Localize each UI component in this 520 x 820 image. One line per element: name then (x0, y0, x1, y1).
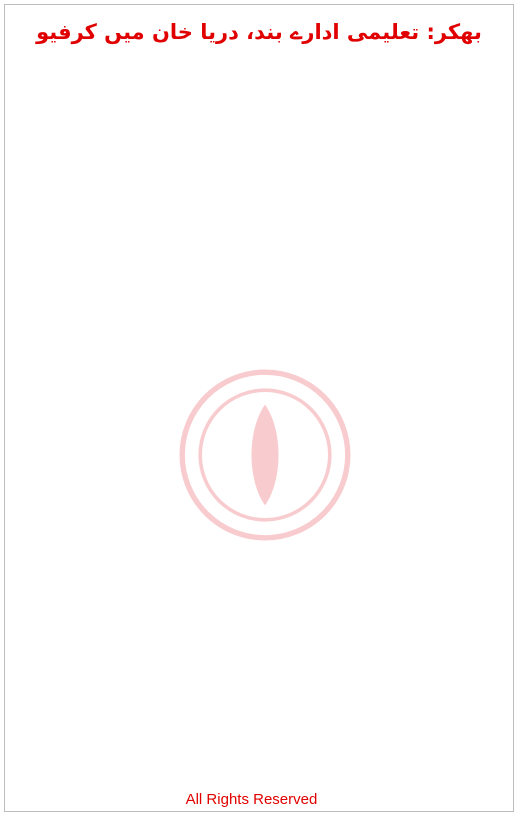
body-line-17 (19, 506, 499, 534)
article-frame (4, 4, 514, 812)
body-line-26 (19, 756, 499, 784)
body-line-12 (19, 367, 499, 395)
article-body (19, 61, 499, 784)
body-line-5 (19, 172, 499, 200)
body-line-20 (19, 589, 499, 617)
body-line-1 (19, 61, 499, 89)
body-line-24 (19, 700, 499, 728)
all-rights-reserved-text: All Rights Reserved (185, 791, 318, 808)
headline: بھکر: تعلیمی ادارے بند، دریا خان میں کرفیو (36, 20, 482, 44)
body-line-7 (19, 228, 499, 256)
body-line-14 (19, 422, 499, 450)
body-line-4 (19, 144, 499, 172)
body-line-21 (19, 617, 499, 645)
body-line-10 (19, 311, 499, 339)
body-line-11 (19, 339, 499, 367)
body-line-3 (19, 117, 499, 145)
body-line-25 (19, 728, 499, 756)
body-line-9 (19, 283, 499, 311)
footer (15, 789, 503, 811)
body-line-8 (19, 256, 499, 284)
body-line-23 (19, 673, 499, 701)
body-line-13 (19, 395, 499, 423)
body-line-15 (19, 450, 499, 478)
body-line-19 (19, 561, 499, 589)
body-line-18 (19, 534, 499, 562)
body-line-16 (19, 478, 499, 506)
body-line-22 (19, 645, 499, 673)
body-line-6 (19, 200, 499, 228)
body-line-2 (19, 89, 499, 117)
